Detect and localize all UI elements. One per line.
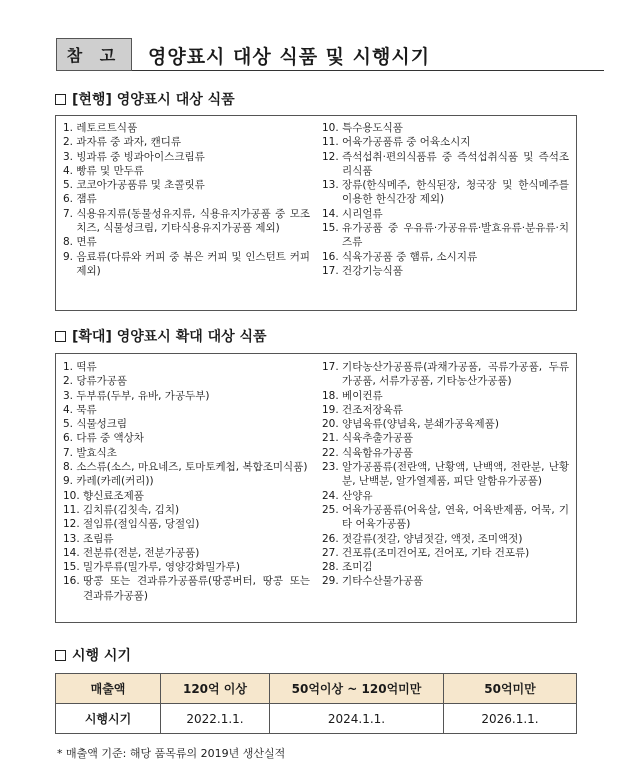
list-item — [322, 574, 569, 588]
list-item — [322, 178, 569, 207]
reference-badge: 참 고 — [56, 38, 132, 71]
list-item-text: 건강기능식품 — [342, 264, 403, 277]
list-item — [63, 460, 310, 474]
schedule-header-row — [56, 674, 577, 704]
expanded-right-list — [322, 360, 569, 589]
list-item-number: 26. — [322, 532, 343, 545]
list-item-number: 21. — [322, 432, 343, 445]
list-item-number: 10. — [322, 122, 343, 134]
list-item-text: 식용유지류(동물성유지류, 식용유지가공품 중 모조치즈, 식물성크림, 기타식용유지가공품 제외) — [76, 207, 310, 235]
page-title: 영양표시 대상 식품 및 시행시기 — [148, 46, 431, 68]
list-item-number: 15. — [63, 561, 84, 574]
list-item — [63, 489, 310, 503]
list-item-number: 19. — [322, 403, 343, 416]
schedule-date-cell: 2022.1.1. — [161, 704, 270, 734]
list-item — [63, 403, 310, 417]
list-item-number: 7. — [63, 207, 77, 220]
list-item — [63, 150, 310, 164]
list-item-number: 7. — [63, 446, 77, 459]
list-item — [63, 446, 310, 460]
list-item — [322, 150, 569, 179]
list-item-text: 밀가루류(밀가루, 영양강화밀가루) — [83, 561, 240, 574]
list-item-number: 10. — [63, 489, 84, 502]
list-item-text: 레토르트식품 — [76, 122, 138, 134]
list-item-text: 베이컨류 — [342, 389, 383, 402]
list-item — [322, 121, 569, 135]
list-item — [63, 431, 310, 445]
current-section-heading — [55, 89, 235, 109]
list-item-text: 식육가공품 중 햄류, 소시지류 — [342, 250, 478, 263]
list-item — [63, 192, 310, 206]
list-item-text: 향신료조제품 — [83, 489, 144, 502]
list-item — [322, 460, 569, 489]
list-item-text: 빙과류 중 빙과아이스크림류 — [76, 150, 205, 163]
list-item — [63, 250, 310, 279]
list-item-text: 건조저장육류 — [342, 403, 403, 416]
list-item-text: 조림류 — [83, 532, 114, 545]
list-item-number: 17. — [322, 264, 343, 277]
list-item — [322, 446, 569, 460]
list-item-number: 13. — [63, 532, 84, 545]
list-item-text: 즉석섭취·편의식품류 중 즉석섭취식품 및 즉석조리식품 — [342, 150, 569, 177]
list-item-number: 6. — [63, 432, 77, 445]
list-item-text: 김치류(김칫속, 김치) — [83, 503, 180, 516]
schedule-header-cell: 120억 이상 — [161, 674, 270, 704]
list-item-text: 산양유 — [342, 489, 373, 502]
checkbox-icon — [55, 94, 66, 105]
list-item-number: 2. — [63, 375, 77, 388]
list-item-text: 어육가공품류(어육살, 연육, 어육반제품, 어묵, 기타 어육가공품) — [342, 503, 569, 531]
list-item-text: 건포류(조미건어포, 건어포, 기타 건포류) — [342, 546, 530, 559]
list-item-text: 면류 — [76, 236, 97, 249]
list-item — [63, 178, 310, 192]
list-item-text: 잼류 — [76, 193, 97, 206]
list-item-text: 양념육류(양념육, 분쇄가공육제품) — [342, 418, 499, 431]
list-item-text: 코코아가공품류 및 초콜릿류 — [76, 179, 205, 192]
list-item — [322, 360, 569, 389]
list-item-text: 발효식초 — [76, 446, 117, 459]
expanded-left-list — [63, 360, 310, 603]
list-item — [63, 121, 310, 135]
list-item-number: 14. — [322, 207, 343, 220]
list-item-number: 16. — [322, 250, 343, 263]
list-item-number: 1. — [63, 361, 77, 373]
list-item-number: 2. — [63, 136, 77, 149]
list-item-number: 23. — [322, 461, 343, 474]
current-heading-text: [현행] 영양표시 대상 식품 — [72, 92, 235, 108]
expanded-heading-text: [확대] 영양표시 확대 대상 식품 — [72, 329, 267, 345]
schedule-header-cell: 매출액 — [56, 674, 161, 704]
schedule-date-cell: 2026.1.1. — [444, 704, 577, 734]
checkbox-icon — [55, 650, 66, 661]
list-item-number: 13. — [322, 179, 343, 192]
list-item-text: 땅콩 또는 견과류가공품류(땅콩버터, 땅콩 또는 견과류가공품) — [83, 575, 310, 602]
list-item-number: 9. — [63, 250, 77, 263]
list-item — [63, 135, 310, 149]
list-item-text: 식물성크림 — [76, 418, 128, 431]
list-item-text: 음료류(다류와 커피 중 볶은 커피 및 인스턴트 커피 제외) — [76, 250, 310, 277]
list-item — [322, 250, 569, 264]
list-item-text: 카레(카레(커리)) — [76, 475, 154, 488]
list-item — [322, 560, 569, 574]
list-item-number: 12. — [322, 150, 343, 163]
list-item-text: 젓갈류(젓갈, 양념젓갈, 액젓, 조미액젓) — [342, 532, 523, 545]
list-item-number: 4. — [63, 164, 77, 177]
list-item-number: 16. — [63, 575, 84, 588]
list-item-number: 11. — [63, 503, 84, 516]
list-item — [322, 503, 569, 532]
list-item — [322, 546, 569, 560]
list-item-number: 22. — [322, 446, 343, 459]
list-item-text: 당류가공품 — [76, 375, 128, 388]
list-item-number: 4. — [63, 403, 77, 416]
list-item-text: 빵류 및 만두류 — [76, 164, 144, 177]
list-item — [63, 517, 310, 531]
list-item-text: 묵류 — [76, 403, 97, 416]
list-item — [322, 264, 569, 278]
list-item — [63, 389, 310, 403]
footnote: * 매출액 기준: 해당 품목류의 2019년 생산실적 — [57, 747, 286, 760]
checkbox-icon — [55, 331, 66, 342]
list-item — [63, 417, 310, 431]
list-item-text: 전분류(전분, 전분가공품) — [83, 546, 200, 559]
current-right-list — [322, 121, 569, 278]
list-item-number: 28. — [322, 561, 343, 574]
list-item-text: 떡류 — [76, 361, 97, 373]
list-item-number: 24. — [322, 489, 343, 502]
schedule-heading-text: 시행 시기 — [72, 648, 131, 664]
list-item — [63, 360, 310, 374]
list-item-text: 어육가공품류 중 어육소시지 — [342, 136, 471, 149]
list-item — [63, 574, 310, 603]
list-item — [63, 560, 310, 574]
current-foods-box — [55, 115, 577, 311]
list-item-text: 장류(한식메주, 한식된장, 청국장 및 한식메주를 이용한 한식간장 제외) — [342, 179, 569, 206]
list-item-text: 식육추출가공품 — [342, 432, 414, 445]
list-item-number: 8. — [63, 236, 77, 249]
list-item — [322, 532, 569, 546]
list-item — [63, 164, 310, 178]
list-item-number: 5. — [63, 179, 77, 192]
list-item-text: 소스류(소스, 마요네즈, 토마토케첩, 복합조미식품) — [76, 461, 308, 474]
list-item-text: 식육함유가공품 — [342, 446, 414, 459]
list-item-number: 5. — [63, 418, 77, 431]
list-item — [322, 389, 569, 403]
list-item-number: 27. — [322, 546, 343, 559]
list-item — [322, 221, 569, 250]
list-item-number: 3. — [63, 150, 77, 163]
list-item-number: 1. — [63, 122, 77, 134]
list-item-number: 12. — [63, 518, 84, 531]
schedule-row-label: 시행시기 — [56, 704, 161, 734]
list-item — [63, 207, 310, 236]
list-item-number: 18. — [322, 389, 343, 402]
list-item — [63, 503, 310, 517]
expanded-foods-box — [55, 353, 577, 623]
list-item-text: 조미김 — [342, 561, 373, 574]
list-item-text: 알가공품류(전란액, 난황액, 난백액, 전란분, 난황분, 난백분, 알가열제품, 피단 알함유가공품) — [342, 461, 569, 488]
list-item-number: 3. — [63, 389, 77, 402]
list-item-number: 17. — [322, 361, 343, 373]
list-item — [63, 474, 310, 488]
page-header — [56, 38, 604, 71]
schedule-header-cell: 50억이상 ~ 120억미만 — [270, 674, 444, 704]
list-item-number: 11. — [322, 136, 343, 149]
schedule-section-heading — [55, 645, 131, 665]
expanded-section-heading — [55, 326, 267, 346]
list-item-number: 8. — [63, 461, 77, 474]
list-item-number: 6. — [63, 193, 77, 206]
list-item-number: 14. — [63, 546, 84, 559]
list-item — [322, 207, 569, 221]
list-item-text: 시리얼류 — [342, 207, 383, 220]
schedule-data-row — [56, 704, 577, 734]
list-item-text: 유가공품 중 우유류·가공유류·발효유류·분유류·치즈류 — [342, 222, 569, 249]
list-item-number: 25. — [322, 503, 343, 516]
list-item-text: 다류 중 액상차 — [76, 432, 144, 445]
list-item — [322, 403, 569, 417]
schedule-date-cell: 2024.1.1. — [270, 704, 444, 734]
list-item-text: 기타농산가공품류(과채가공품, 곡류가공품, 두류가공품, 서류가공품, 기타농산가공품) — [342, 361, 569, 388]
list-item-text: 기타수산물가공품 — [342, 575, 424, 588]
list-item-text: 특수용도식품 — [342, 122, 403, 134]
list-item — [322, 489, 569, 503]
list-item-number: 9. — [63, 475, 77, 488]
list-item — [322, 135, 569, 149]
list-item-number: 15. — [322, 222, 343, 235]
current-left-list — [63, 121, 310, 278]
list-item — [63, 532, 310, 546]
list-item — [63, 546, 310, 560]
list-item-number: 20. — [322, 418, 343, 431]
list-item-number: 29. — [322, 575, 343, 588]
list-item — [63, 374, 310, 388]
list-item — [322, 431, 569, 445]
schedule-table — [55, 673, 577, 734]
schedule-header-cell: 50억미만 — [444, 674, 577, 704]
list-item-text: 과자류 중 과자, 캔디류 — [76, 136, 181, 149]
list-item — [63, 235, 310, 249]
list-item — [322, 417, 569, 431]
list-item-text: 절임류(절임식품, 당절임) — [83, 518, 200, 531]
list-item-text: 두부류(두부, 유바, 가공두부) — [76, 389, 210, 402]
header-underline — [132, 70, 604, 71]
